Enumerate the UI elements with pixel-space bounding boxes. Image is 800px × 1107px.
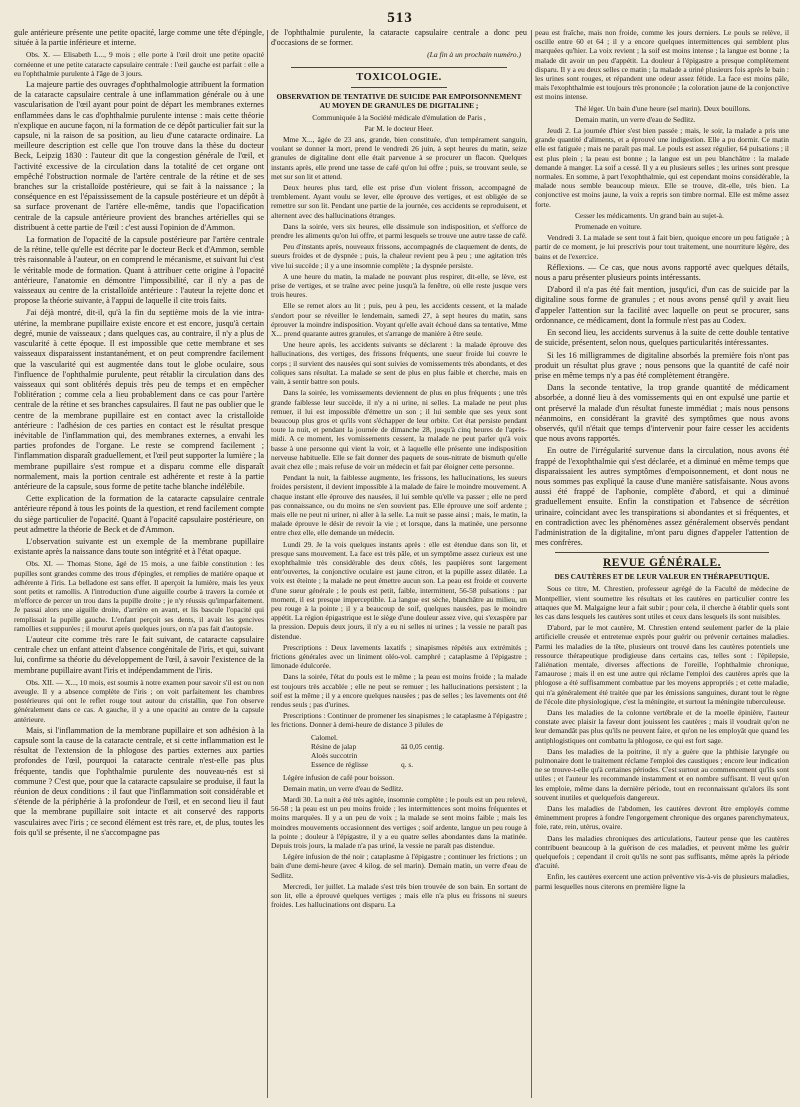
paragraph: Dans la soirée, les vomissements deviennent de plus en plus fréquents ; une très grande faiblesse leur succède, il n'y a ni urine, ni selles. La malade ne peut plus remuer, il lui est impossible d'émettre un son ; il lui semble que ses yeux sont beaucoup plus gros et qu'ils vont s'échapper de leur orbite. Cet état persiste pendant toute la nuit, et pendant la journée de dimanche 28, jusqu'à cinq heures de l'après-midi. A ce moment, les vomissements cessent, la malade ne peut parler qu'à voix basse à une personne qui vient la voir, et à laquelle elle présente une indisposition nerveuse habituelle. Elle se fait donner des paquets de sous-nitrate de bismuth qu'elle avait chez elle ; mais refuse de voir un médecin et fait par éloigner cette personne. bbox=[271, 388, 527, 471]
paragraph: Cesser les médicaments. Un grand bain au sujet-à. bbox=[575, 210, 724, 220]
paragraph: J'ai déjà montré, dit-il, qu'à la fin du septième mois de la vie intra-utérine, la membrane pupillaire existe encore et est encore, jusqu'à certain degré, munie de vaisseaux ; dans quelques cas, au contraire, il n'y a plus de vascularité à cette époque. Il est impossible que cette membrane et ses vaisseaux disparaissent instantanément, et on peut comprendre facilement que la vascularité qui est augmentée dans tout le globe oculaire, sous l'influence de l'ophthalmie purulente, peut rétablir la circulation dans des vaisseaux qui sont oblitérés depuis très peu de temps et en empêcher l'oblitération ; comme cela a lieu probablement dans ce cas pour l'artère centrale de la rétine et ses branches capsulaires. Il faut ne pas oublier que le centre de la membrane pupillaire est en contact avec la cristalloïde antérieure : l'adhésion de ces parties en contact est le résultat presque inévitable de l'inflammation qui, des membranes externes, a envahi les parties profondes de l'organe. Le reste se comprend facilement ; l'inflammation disparaît graduellement, et l'œil peut supporter la lumière ; la membrane pupillaire s'est rompue et a disparu comme elle disparaît normalement, mais la portion centrale est adhérente et reste à la partie antérieure de la capsule, sous forme de petite tache blanche indélébile. bbox=[14, 308, 264, 491]
formula-row bbox=[311, 733, 527, 742]
paragraph: D'abord il n'a pas été fait mention, jusqu'ici, d'un cas de suicide par la digitaline sous forme de granules ; et nous avons pensé qu'il y avait lieu d'appeler l'attention sur la facilité avec laquelle on peut se procurer, sans ordonnance, ce médicament, dont la formule n'est pas au Codex. bbox=[535, 285, 789, 325]
formula-ingredient: Résine de jalap bbox=[311, 741, 357, 751]
section-divider bbox=[555, 552, 769, 553]
paragraph: Vendredi 3. La malade se sent tout à fait bien, quoique encore un peu fatiguée ; à partir de ce moment, je lui prescrivis pour tout traitement, une nourriture légère, des bains et de l'exercice. bbox=[535, 233, 789, 261]
section-title-revue-generale: REVUE GÉNÉRALE. bbox=[602, 557, 722, 570]
paragraph: Dans les maladies de l'abdomen, les cautères devront être employés comme éminemment propres à fondre l'engorgement chronique des organes parenchymateux, foie, rate, rein, utérus, ovaire. bbox=[535, 804, 789, 832]
paragraph: Mme X..., âgée de 23 ans, grande, bien constituée, d'un tempérament sanguin, voulant se donner la mort, prend le vendredi 26 juin, à sept heures du matin, seize granules de digitaline dont elle était parvenue à se procurer un flacon. Quelques instants après, elle prend une tasse de café qu'on lui offre ; puis, se trouvant seule, se met sur son lit et attend. bbox=[271, 135, 527, 181]
paragraph: Promenade en voiture. bbox=[575, 222, 642, 232]
paragraph: L'auteur cite comme très rare le fait suivant, de cataracte capsulaire centrale chez un enfant atteint d'absence congénitale de l'iris, et qui, suivant lui, confirme sa théorie du développement de l'œil, à savoir l'existence de la membrane pupillaire avant l'iris et indépendamment de l'iris. bbox=[14, 634, 264, 675]
page-number: 513 bbox=[387, 10, 413, 26]
paragraph: Deux heures plus tard, elle est prise d'un violent frisson, accompagné de tremblement. Ayant voulu se lever, elle éprouve des vertiges, et est obligée de se remettre sur son lit. Pendant une partie de la journée, ces accidents se reproduisent, et alternent avec des hallucinations étranges. bbox=[271, 183, 527, 220]
paragraph: Mardi 30. La nuit a été très agitée, insomnie complète ; le pouls est un peu relevé, 56-58 ; la peau est un peu moins froide ; les intermittences sont moins fréquentes et moins marquées. Il y a un peu de voix ; la malade se sent moins faible ; mais les moindres mouvements occasionnent des vertiges ; soif ardente, langue un peu rouge à la pointe ; douleur à l'épigastre, il y a eu quatre selles abondantes dans la matinée. Depuis trois jours, la malade n'a pas uriné, la vessie ne paraît pas distendue. bbox=[271, 795, 527, 851]
paragraph: Dans les maladies de la colonne vertébrale et de la moelle épinière, l'auteur constate avec plaisir la faveur dont jouissent les cautères ; mais il voudrait qu'on ne leur demandât pas plus qu'ils ne peuvent faire, et qu'on ne les employât que quand les antiphlogistiques ont combattu la phlogose, ce qui est fort sage. bbox=[535, 708, 789, 745]
paragraph: Peu d'instants après, nouveaux frissons, accompagnés de claquement de dents, de sueurs froides et de dyspnée ; puis, la chaleur revient peu à peu ; une agitation très vive lui succède ; il y a une insomnie complète ; la dyspnée persiste. bbox=[271, 242, 527, 270]
paragraph: La majeure partie des ouvrages d'ophthalmologie attribuent la formation de la cataracte capsulaire centrale à une inflammation générale ou à une vascularisation de l'œil ayant pour point de départ les membranes externes enflammées dans le cas d'ophthalmie purulente intense : mais cette théorie n'explique en aucune façon, ni la formation de ce dépôt particulier fait sur la capsule, ni la raison de sa position, au lieu d'une cataracte ordinaire. La meilleure description est celle que l'on trouve dans la thèse du docteur Beck, Leipzig 1830 : l'auteur dit que la congestion générale de l'œil, et l'activité excessive de la circulation dans la totalité de cet organe ont empêché l'obstruction normale de l'artère centrale de la rétine et de ses branches sur la cristalloïde postérieure, qui se fait à la naissance ; la conséquence en est l'épaississement de la capsule postérieure et un dépôt à sa surface provenant de l'artère elle-même, tandis que l'opacification centrale de la capsule antérieure provient des branches artérielles qui se distribuent à cette partie de l'œil : c'est aussi l'opinion de d'Ammon. bbox=[14, 80, 264, 232]
paragraph: En outre de l'irrégularité survenue dans la circulation, nous avons été frappé de l'exophthalmie qui s'est déclarée, et a diminué en même temps que disparaissaient les autres symptômes d'empoisonnement, et dont nous ne nous sommes pas expliqué la cause d'une manière satisfaisante. Nous avons aussi été frappé de l'aphonie, complète d'abord, et qui a diminué graduellement ensuite. Enfin la constipation et l'absence de sécrétion urinaire, coïncidant avec les transpirations si abondantes et si fréquentes, et en contradiction avec les phénomènes assez généralement observés pendant l'administration de la digitaline, m'ont paru dignes d'appeler l'attention de mes confrères. bbox=[535, 446, 789, 548]
paragraph: Dans la soirée, vers six heures, elle dissimule son indisposition, et s'efforce de prendre les aliments qu'on lui offre, et parmi lesquels se trouve une autre tasse de café. bbox=[271, 221, 527, 241]
formula-ingredient: Essence de réglisse bbox=[311, 759, 369, 769]
continued-note: (La fin à un prochain numéro.) bbox=[427, 50, 521, 60]
paragraph: Si les 16 milligrammes de digitaline absorbés la première fois n'ont pas produit un résultat plus grave ; nous pensons que la quantité de café noir prise en même temps n'y a pas été complètement étrangère. bbox=[535, 350, 789, 380]
paragraph: Mais, si l'inflammation de la membrane pupillaire et son adhésion à la capsule sont la cause de la cataracte centrale, et si cette inflammation est le résultat de l'extension de la phlogose des parties externes aux parties profondes de l'œil, pourquoi la cataracte centrale n'est-elle pas plus fréquente, tandis que l'ophthalmie purulente des nouveau-nés est si commune ? C'est que, pour que la cataracte capsulaire se produise, il faut la réunion de deux conditions : il faut que l'inflammation soit considérable et s'étende de la périphérie à la profondeur de l'œil, et en second lieu il faut que la membrane pupillaire soit intacte et ait conservé des rapports vasculaires avec l'iris ; ce second élément est très rare, et, de plus, toutes les fois qu'il se présente, il ne s'accompagne pas bbox=[14, 725, 264, 837]
formula-dose bbox=[401, 751, 461, 760]
paragraph: L'observation suivante est un exemple de la membrane pupillaire existante après la naissance dans toute son intégrité et à l'état opaque. bbox=[14, 536, 264, 557]
paragraph: Légère infusion de thé noir ; cataplasme à l'épigastre ; continuer les frictions ; un bain d'une demi-heure (avec 4 kilog. de sel marin). Demain matin, un verre d'eau de Sedlitz. bbox=[271, 852, 527, 880]
paragraph: D'abord, par le mot cautère, M. Chrestien entend seulement parler de la plaie artificielle creusée et entretenue exprès pour guérir ou prévenir certaines maladies. Parmi les maladies de la tête, plusieurs ont trouvé dans les cautères potentiels une ressource thérapeutique prodigieuse dans certains cas, telles sont : l'épilepsie, l'aliénation mentale, diverses affections de l'oreille, l'ophthalmie chronique, l'amaurose ; mais il en est une autre qui réclame l'emploi des cautères après que la phlogose a été suffisamment combattue par les moyens appropriés ; et cette maladie, qui n'a généralement été traitée que par les émissions sanguines, durant tout le règne de l'école dite physiologique, c'est la méningite, et surtout la méningite tuberculeuse. bbox=[535, 623, 789, 706]
formula-ingredient: Aloès succotrin bbox=[311, 750, 358, 760]
formula-dose: q. s. bbox=[401, 759, 414, 769]
column-2 bbox=[271, 28, 527, 1104]
formula-ingredient: Calomel. bbox=[311, 732, 338, 742]
formula-row bbox=[311, 760, 527, 769]
formula-dose bbox=[401, 733, 461, 742]
section-divider bbox=[291, 67, 507, 68]
paragraph: Lundi 29. Je la vois quelques instants après : elle est étendue dans son lit, et presque sans mouvement. La face est très pâle, et un symptôme assez curieux est une exophthalmie très considérable des deux côtés, les paupières sont largement entr'ouvertes, la conjonctive oculaire est jaune citron, et la pupille assez dilatée. La voix est éteinte ; la malade ne peut émettre aucun son. La peau est froide et couverte d'une sueur générale ; le pouls est petit, faible, intermittent, 56-58 pulsations : par moment, il est presque imperceptible. La langue est sèche, blanchâtre au milieu, un peu rouge à la pointe ; il y a beaucoup de soif, quelques nausées, pas le moindre appétit. La région épigastrique est le siège d'une douleur assez vive, qui s'exaspère par la pression. Depuis deux jours, il n'y a eu ni selles ni urines ; la vessie ne paraît pas distendue. bbox=[271, 539, 527, 641]
paragraph: Prescriptions : Deux lavements laxatifs ; sinapismes répétés aux extrémités ; frictions générales avec un liniment oléo-vol. camphré ; cataplasme à l'épigastre ; limonade édulcorée. bbox=[271, 642, 527, 671]
paragraph: La formation de l'opacité de la capsule postérieure par l'artère centrale de la rétine, telle qu'elle est décrite par le docteur Beck et d'Ammon, semble très raisonnable à l'auteur, on en comprend le mécanisme, et suivant lui c'est le véritable mode de formation. Quant à attribuer cette origine à l'opacité antérieure, l'anatomie en démontre l'impossibilité, car il n'y a pas de vaisseaux au centre de la cristalloïde antérieure : l'auteur la rejette donc et propose la théorie suivante, à l'appui de laquelle il cite trois faits. bbox=[14, 235, 264, 306]
paragraph: En second lieu, les accidents survenus à la suite de cette double tentative de suicide, présentent, selon nous, quelques particularités intéressantes. bbox=[535, 328, 789, 348]
paragraph: Elle se remet alors au lit ; puis, peu à peu, les accidents cessent, et la malade s'endort pour se réveiller le lendemain, samedi 27, à sept heures du matin, sans éprouver la moindre indisposition. Voyant qu'elle avait échoué dans sa tentative, Mme X... prend quarante autres granules, et s'arrange de manière à être seule. bbox=[271, 301, 527, 339]
section-title-toxicologie: TOXICOLOGIE. bbox=[356, 71, 442, 83]
paragraph: peau est fraîche, mais non froide, comme les jours derniers. Le pouls se relève, il oscille entre 60 et 64 ; il y a encore quelques intermittences qui semblent plus marquées qu'hier. La voix revient ; la soif est moins intense ; la langue est bonne ; la malade dit avoir un peu d'appétit. La douleur à l'épigastre a presque complètement disparu. Il y a eu deux selles ce matin ; la malade a uriné plusieurs fois après le bain : les urines sont rouges, et répandent une odeur assez fétide. La face est moins pâle, mais l'exophthalmie est toujours très prononcée ; la coloration jaune de la conjonctive est moins intense. bbox=[535, 28, 789, 102]
paragraph: Sous ce titre, M. Chrestien, professeur agrégé de la Faculté de médecine de Montpellier, vient soumettre les résultats et les cautères en particulier contre les attaques que M. Malgaigne leur a fait subir ; pour cela, il cherche à établir quels sont les cas dans lesquels les cautères sont utiles et ceux dans lesquels ils sont nuisibles. bbox=[535, 584, 789, 621]
paragraph: A une heure du matin, la malade ne pouvant plus respirer, dit-elle, se lève, est prise de vertiges, et se traîne avec peine jusqu'à la fenêtre, où elle reste jusque vers trois heures. bbox=[271, 271, 527, 300]
paragraph: Demain matin, un verre d'eau de Sedlitz. bbox=[283, 783, 404, 793]
article-title: DES CAUTÈRES ET DE LEUR VALEUR EN THÉRAPEUTIQUE. bbox=[554, 572, 770, 582]
section-divider bbox=[351, 87, 447, 88]
paragraph: Jeudi 2. La journée d'hier s'est bien passée ; mais, le soir, la malade a pris une grande quantité d'aliments, et a éprouvé une indigestion. Elle a pu dormir. Ce matin elle est fatiguée ; mais ne paraît pas mal. Le pouls est assez régulier, 64 pulsations ; il est plus plein ; la peau est bonne ; la langue est un peu blanchâtre : la malade demande à manger. La soif a cessé. Il y a eu plusieurs selles ; les urines sont presque normales. En somme, à part l'exophthalmie, qui est cependant moins considérable, la malade nous semble beaucoup mieux. Elle se trouve, dit-elle, très bien. La conjonctive est moins jaune, la voix a repris son timbre normal. Elle est même assez forte. bbox=[535, 126, 789, 209]
formula-dose: āā 0,05 centig. bbox=[401, 741, 445, 751]
paragraph: Prescriptions : Continuer de promener les sinapismes ; le cataplasme à l'épigastre ; les frictions. Donner à demi-heure de distance 3 pilules de bbox=[271, 711, 527, 730]
paragraph: Dans les maladies de la poitrine, il n'y a guère que la phthisie laryngée ou pulmonaire dont le traitement réclame l'emploi des caustiques ; encore leur indication ne se trouve-t-elle qu'à certaines périodes. C'est surtout au commencement qu'ils sont utiles ; et l'auteur les recommande instamment et en nombre suffisant. Il veut qu'on les emploie, même dans la dernière période, tout en reconnaissant qu'alors ils sont souvent inutiles et quelquefois dangereux. bbox=[535, 746, 789, 802]
paragraph: Dans la seconde tentative, la trop grande quantité de médicament absorbée, a donné lieu à des vomissements qui en ont expulsé une partie et ont préservé la malade d'un résultat funeste immédiat ; mais nous pensons néanmoins, en considérant la gravité des symptômes que nous avons observés, qu'il n'était que temps d'intervenir pour faire cesser les accidents que nous avons rapportés. bbox=[535, 383, 789, 444]
paragraph: Mercredi, 1er juillet. La malade s'est très bien trouvée de son bain. En sortant de son lit, elle a éprouvé quelques vertiges ; mais elle n'a plus eu frissons ni sueurs froides. Les hallucinations ont disparu. La bbox=[271, 881, 527, 910]
column-1 bbox=[14, 28, 264, 1104]
observation-x: Obs. X. — Elisabeth L..., 9 mois ; elle porte à l'œil droit une petite opacité cornéenne et une petite cataracte capsulaire centrale : l'œil gauche est parfait : elle a eu l'ophthalmie purulente à l'âge de 3 jours. bbox=[14, 50, 264, 78]
article-title: OBSERVATION DE TENTATIVE DE SUICIDE PAR EMPOISONNEMENT AU MOYEN DE GRANULES DE DIGITALINE ; bbox=[276, 91, 522, 110]
article-author: Par M. le docteur Heer. bbox=[364, 123, 434, 133]
article-subtitle: Communiquée à la Société médicale d'émulation de Paris , bbox=[312, 112, 486, 122]
prescription-formula bbox=[311, 733, 527, 769]
column-divider-1 bbox=[267, 30, 268, 1098]
observation-xii: Obs. XII. — X..., 10 mois, est soumis à notre examen pour savoir s'il est ou non aveugle. Il y a absence complète de l'iris ; on voit parfaitement les chambres postérieures qui ont le reflet rouge tout autour du cristallin, que l'on observe généralement dans ce cas. A gauche, il y a une opacité au centre de la capsule antérieure. bbox=[14, 677, 264, 724]
column-divider-2 bbox=[531, 30, 532, 1098]
paragraph: Une heure après, les accidents suivants se déclarent : la malade éprouve des hallucinations, des vertiges, des frissons fréquents, une sueur froide lui couvre le corps ; il survient des nausées qui sont suivies de vomissements très abondants, et des coliques sans résultat. La malade se sent de plus en plus faible et cherche, mais en vain, à sentir battre son pouls. bbox=[271, 340, 527, 387]
paragraph: Légère infusion de café pour boisson. bbox=[283, 772, 395, 782]
paragraph: Dans la soirée, l'état du pouls est le même ; la peau est moins froide ; la malade est toujours très accablée ; elle ne peut se remuer ; les hallucinations persistent ; la soif est la même ; il y a encore quelques nausées ; pas de selles ; les lavements ont été rendus seuls ; pas d'urines. bbox=[271, 672, 527, 709]
column-3 bbox=[535, 28, 789, 1104]
observation-xi: Obs. XI. — Thomas Stone, âgé de 15 mois, a une faible constitution : les pupilles sont grandes comme des trous d'épingles, et remplies de matière opaque et adhérente à l'iris. La belladone est sans effet. Il aperçoit la lumière, mais les yeux sont petits et ramollis. A l'introduction d'une aiguille courbe à travers la cornée et m'efforce de percer un trou dans la pupille droite ; je n'y réussis qu'imparfaitement. Je passai alors une aiguille droite, d'arrière en avant, et lis bascule l'opacité qui remplissait la pupille gauche. L'enfant perçoit ses dents, il avait les gencives ramollies et suppurées ; il mourut après quelques jours, on n'a pas fait d'autopsie. bbox=[14, 559, 264, 633]
paragraph: Enfin, les cautères exercent une action préventive vis-à-vis de plusieurs maladies, parmi lesquelles nous citerons en première ligne la bbox=[535, 872, 789, 891]
paragraph: de l'ophthalmie purulente, la cataracte capsulaire centrale a donc peu d'occasions de se former. bbox=[271, 28, 527, 48]
paragraph: Demain matin, un verre d'eau de Sedlitz. bbox=[575, 114, 696, 124]
paragraph: Dans les maladies chroniques des articulations, l'auteur pense que les cautères contribuent beaucoup à la guérison de ces maladies, et peuvent même les guérir quelquefois ; cependant il croit qu'ils ne sont pas suffisants, même après la période d'acuité. bbox=[535, 833, 789, 871]
paragraph: Thé léger. Un bain d'une heure (sel marin). Deux bouillons. bbox=[575, 103, 751, 113]
formula-row bbox=[311, 742, 527, 751]
paragraph: Pendant la nuit, la faiblesse augmente, les frissons, les hallucinations, les sueurs froides persistent, il devient impossible à la malade de faire le moindre mouvement. A chaque instant elle éprouve des nausées, il lui semble qu'elle va passer ; elle ne perd pas connaissance, ou du moins ne s'en souvient pas. Elle éprouve une soif ardente ; mais elle ne peut ni uriner, ni aller à la selle. La nuit se passe ainsi ; mais, le matin, la malade éprouve le désir de revoir la vie ; et lorsque, dans la matinée, une personne entre chez elle, elle demande un médecin. bbox=[271, 473, 527, 538]
formula-row bbox=[311, 751, 527, 760]
paragraph: Cette explication de la formation de la cataracte capsulaire centrale antérieure répond à tous les points de la question, et rend facilement compte du siège particulier de l'opacité. Quant à l'opacité capsulaire postérieure, on peut admettre la théorie de Beck et de d'Ammon. bbox=[14, 494, 264, 534]
paragraph: gule antérieure présente une petite opacité, large comme une tête d'épingle, située à la partie inférieure et interne. bbox=[14, 28, 264, 48]
paragraph: Réflexions. — Ce cas, que nous avons rapporté avec quelques détails, nous a paru présenter plusieurs points intéressants. bbox=[535, 262, 789, 283]
